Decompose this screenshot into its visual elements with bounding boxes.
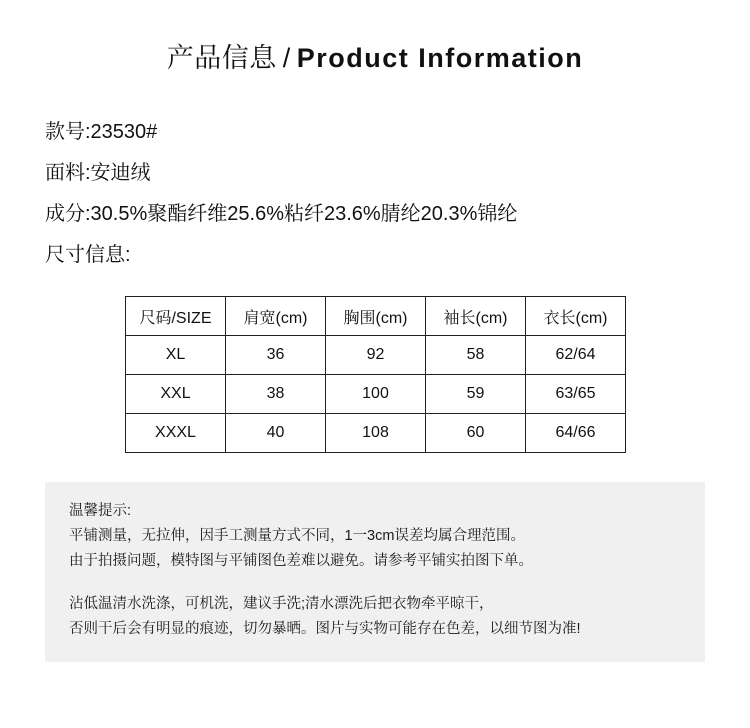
table-cell: 60 <box>426 414 526 453</box>
spec-fabric: 面料:安迪绒 <box>45 162 151 184</box>
table-header-cell: 衣长(cm) <box>526 297 626 336</box>
page-title-cn: 产品信息 <box>166 43 277 73</box>
spec-composition: 成分:30.5%聚酯纤维25.6%粘纤23.6%腈纶20.3%锦纶 <box>45 203 518 225</box>
table-row <box>126 375 626 414</box>
size-table <box>125 296 626 453</box>
page-title-en: Product Information <box>296 43 584 73</box>
table-header-cell: 袖长(cm) <box>426 297 526 336</box>
table-cell: 62/64 <box>526 336 626 375</box>
size-table-wrapper <box>125 296 625 453</box>
notice-care-line-2: 否则干后会有明显的痕迹，切勿暴晒。图片与实物可能存在色差，以细节图为准! <box>69 621 581 637</box>
page-title-separator: / <box>282 43 291 73</box>
spec-size-info-label: 尺寸信息: <box>45 244 131 266</box>
table-cell: 36 <box>226 336 326 375</box>
page-title <box>0 36 750 75</box>
table-cell: 38 <box>226 375 326 414</box>
table-cell: 92 <box>326 336 426 375</box>
table-cell: XXXL <box>126 414 226 453</box>
table-cell: 40 <box>226 414 326 453</box>
product-specs <box>45 112 705 276</box>
care-notice-panel <box>45 482 705 662</box>
notice-care-line-1: 沾低温清水洗涤，可机洗，建议手洗;清水漂洗后把衣物牵平晾干， <box>69 596 494 612</box>
table-cell: 108 <box>326 414 426 453</box>
table-row <box>126 336 626 375</box>
table-row <box>126 414 626 453</box>
notice-title: 温馨提示: <box>69 503 132 519</box>
notice-measure-line-2: 由于拍摄问题，模特图与平铺图色差难以避免。请参考平铺实拍图下单。 <box>69 553 533 569</box>
table-cell: 64/66 <box>526 414 626 453</box>
table-cell: 63/65 <box>526 375 626 414</box>
notice-spacer <box>69 574 681 592</box>
table-cell: 58 <box>426 336 526 375</box>
table-cell: 100 <box>326 375 426 414</box>
table-header-cell: 肩宽(cm) <box>226 297 326 336</box>
table-header-cell: 胸围(cm) <box>326 297 426 336</box>
table-cell: 59 <box>426 375 526 414</box>
table-cell: XL <box>126 336 226 375</box>
table-header-row <box>126 297 626 336</box>
table-cell: XXL <box>126 375 226 414</box>
table-header-cell: 尺码/SIZE <box>126 297 226 336</box>
notice-measure-line-1: 平铺测量，无拉伸，因手工测量方式不同，1一3cm误差均属合理范围。 <box>69 528 525 544</box>
spec-style-number: 款号:23530# <box>45 121 158 143</box>
